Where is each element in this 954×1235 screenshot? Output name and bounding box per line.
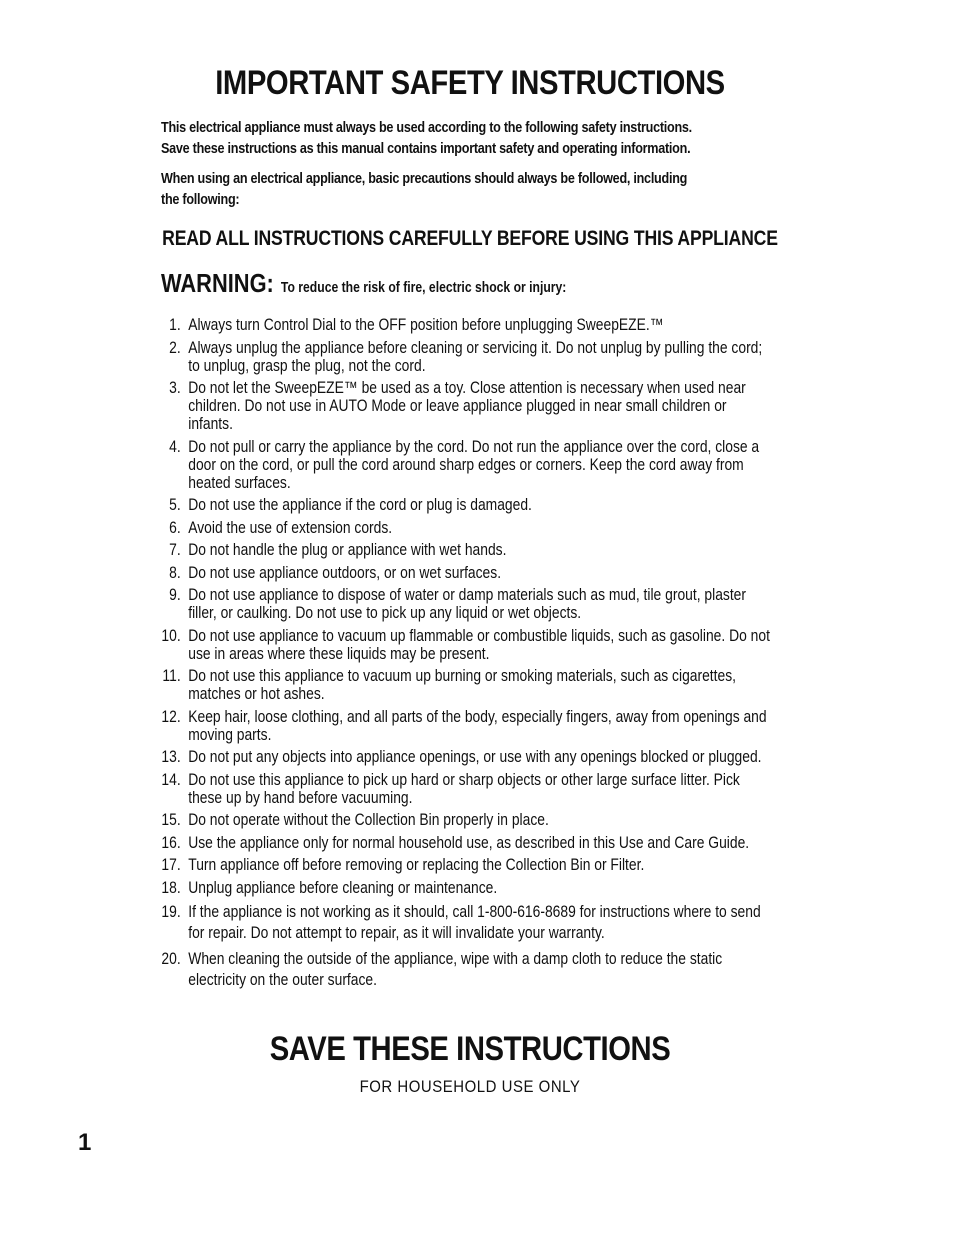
list-item [158, 771, 771, 807]
intro-line-1: This electrical appliance must always be used according to the following safety instructions. [161, 120, 692, 136]
item-text: Do not use the appliance if the cord or plug is damaged. [188, 496, 532, 514]
list-item [158, 748, 771, 766]
page-number: 1 [78, 1129, 92, 1156]
list-item [158, 339, 771, 375]
item-text: Do not operate without the Collection Bin properly in place. [188, 811, 549, 829]
list-item [158, 834, 771, 852]
list-item [158, 586, 771, 622]
item-number: 6. [169, 518, 181, 537]
intro-paragraph-2 [161, 169, 735, 211]
item-number: 4. [169, 437, 181, 456]
list-item [158, 438, 771, 492]
item-text: Do not use this appliance to vacuum up burning or smoking materials, such as cigarettes, matches or hot ashes. [188, 667, 736, 703]
item-text: Do not use appliance to vacuum up flammable or combustible liquids, such as gasoline. Do not use in areas where these liquids may be present. [188, 626, 770, 663]
item-number: 1. [169, 316, 181, 334]
item-number: 16. [161, 833, 181, 852]
page-title: IMPORTANT SAFETY INSTRUCTIONS [215, 64, 725, 102]
item-number: 3. [169, 379, 181, 397]
item-text: If the appliance is not working as it should, call 1-800-616-8689 for instructions where to send for repair. Do not attempt to repair, as it will invalidate your warranty. [188, 902, 761, 942]
list-item [158, 879, 771, 897]
item-text: Do not handle the plug or appliance with wet hands. [188, 541, 507, 559]
warning-label: WARNING: [161, 268, 274, 298]
item-text: When cleaning the outside of the appliance, wipe with a damp cloth to reduce the static electricity on the outer surface. [188, 949, 723, 989]
item-text: Use the appliance only for normal household use, as described in this Use and Care Guide. [188, 833, 750, 852]
item-text: Keep hair, loose clothing, and all parts of the body, especially fingers, away from openings and moving parts. [188, 707, 767, 744]
list-item [158, 708, 771, 744]
item-number: 18. [161, 878, 181, 897]
list-item [158, 949, 771, 991]
item-number: 20. [161, 949, 181, 968]
item-number: 13. [161, 748, 181, 766]
item-text: Turn appliance off before removing or replacing the Collection Bin or Filter. [188, 856, 645, 874]
list-item [158, 811, 771, 829]
list-item [158, 316, 771, 334]
list-item [158, 379, 771, 433]
list-item [158, 667, 771, 703]
list-item [158, 856, 771, 874]
item-number: 17. [161, 856, 181, 874]
intro-paragraph-1 [161, 118, 735, 160]
item-text: Do not use this appliance to pick up hard or sharp objects or other large surface litter. Pick these up by hand before vacuuming. [188, 770, 740, 807]
intro-line-3: When using an electrical appliance, basic precautions should always be followed, including [161, 171, 688, 187]
item-number: 14. [161, 770, 181, 789]
warning-text: To reduce the risk of fire, electric shock or injury: [280, 280, 567, 296]
read-all-heading: READ ALL INSTRUCTIONS CAREFULLY BEFORE USING THIS APPLIANCE [162, 227, 778, 250]
list-item [158, 564, 771, 582]
item-number: 7. [169, 541, 181, 559]
list-item [158, 519, 771, 537]
save-instructions-heading: SAVE THESE INSTRUCTIONS [269, 1030, 671, 1068]
item-text: Do not put any objects into appliance openings, or use with any openings blocked or plugged. [188, 748, 762, 766]
household-use-note: FOR HOUSEHOLD USE ONLY [359, 1077, 581, 1096]
list-item [158, 902, 771, 944]
item-text: Unplug appliance before cleaning or maintenance. [188, 878, 498, 897]
warning-line [161, 268, 566, 299]
item-number: 11. [162, 667, 181, 685]
intro-line-2: Save these instructions as this manual contains important safety and operating information. [161, 141, 691, 157]
item-number: 10. [161, 626, 181, 645]
intro-line-4: the following: [161, 192, 240, 208]
item-number: 9. [169, 586, 181, 604]
item-text: Always unplug the appliance before cleaning or servicing it. Do not unplug by pulling the cord; to unplug, grasp the plug, not the cord. [188, 338, 763, 375]
list-item [158, 496, 771, 514]
item-number: 5. [169, 496, 181, 514]
item-number: 8. [169, 563, 181, 582]
item-text: Do not use appliance outdoors, or on wet surfaces. [188, 563, 502, 582]
item-number: 12. [161, 707, 181, 726]
item-text: Do not use appliance to dispose of water or damp materials such as mud, tile grout, plaster filler, or caulking. Do not use to pick up any liquid or wet objects. [188, 586, 747, 622]
item-number: 2. [169, 338, 181, 357]
item-text: Always turn Control Dial to the OFF position before unplugging SweepEZE.™ [188, 316, 664, 334]
safety-instructions-list [158, 316, 771, 995]
list-item [158, 627, 771, 663]
list-item [158, 541, 771, 559]
item-text: Do not let the SweepEZE™ be used as a toy. Close attention is necessary when used near children. Do not use in AUTO Mode or leave appliance plugged in near small children or infants. [188, 379, 746, 433]
item-text: Avoid the use of extension cords. [188, 518, 393, 537]
item-text: Do not pull or carry the appliance by the cord. Do not run the appliance over the cord, close a door on the cord, or pull the cord around sharp edges or corners. Keep the cord away from heated surfaces. [188, 437, 760, 492]
item-number: 15. [161, 811, 181, 829]
item-number: 19. [161, 902, 181, 921]
